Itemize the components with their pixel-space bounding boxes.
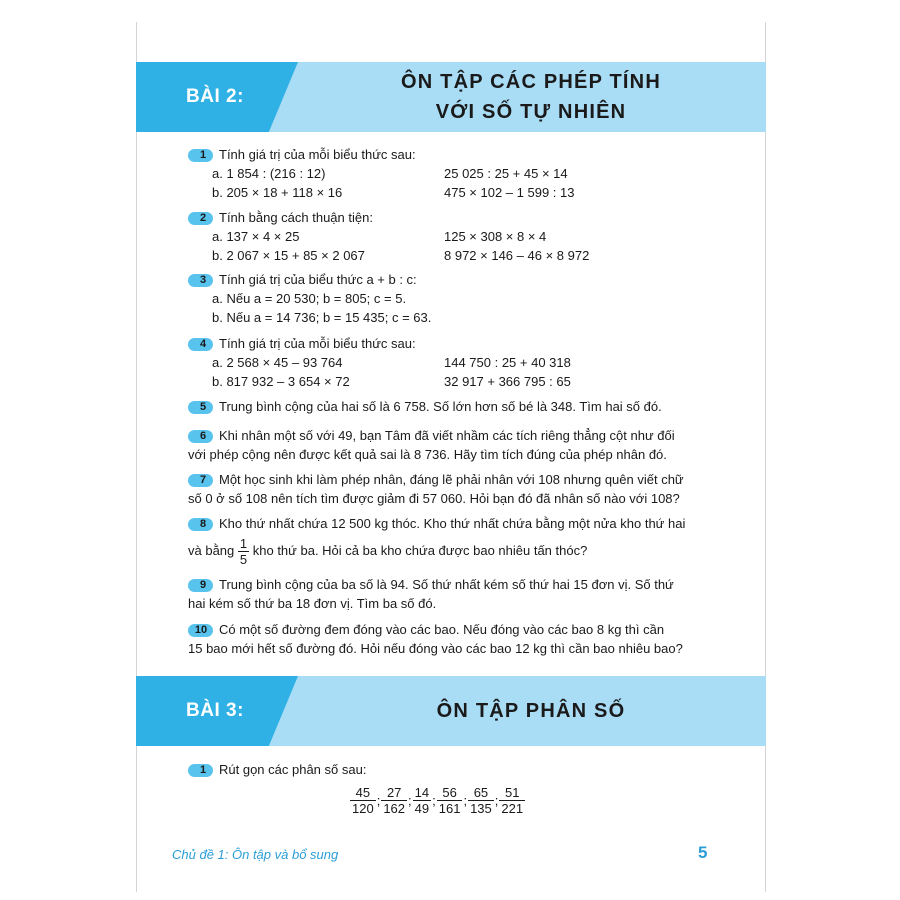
- fraction: [381, 785, 407, 816]
- fraction: [238, 536, 249, 567]
- fraction-separator: ;: [376, 793, 381, 808]
- fraction-denominator: 49: [414, 801, 430, 816]
- exercise-number-badge: 9: [188, 579, 213, 592]
- lesson-2-label: BÀI 2:: [186, 86, 244, 107]
- expression: b. 205 × 18 + 118 × 16: [212, 185, 343, 200]
- fraction-separator: ;: [463, 793, 468, 808]
- expression: b. 817 932 – 3 654 × 72: [212, 374, 350, 389]
- lesson-3-banner: [136, 676, 766, 746]
- fraction-numerator: 65: [468, 785, 494, 801]
- expression: a. Nếu a = 20 530; b = 805; c = 5.: [212, 291, 407, 306]
- exercise-1: [188, 145, 713, 202]
- fraction-denominator: 221: [501, 801, 524, 816]
- exercise-number-badge: 1: [188, 149, 213, 162]
- lesson-2-title-line1: ÔN TẬP CÁC PHÉP TÍNH: [401, 71, 661, 93]
- lesson-3-title: [316, 676, 746, 746]
- exercise-number-badge: 3: [188, 274, 213, 287]
- fraction-denominator: 135: [470, 801, 492, 816]
- exercise-number-badge: 6: [188, 430, 213, 443]
- page-number: 5: [698, 843, 708, 862]
- exercise-9: [188, 575, 713, 613]
- expression: a. 2 568 × 45 – 93 764: [212, 355, 343, 370]
- exercise-prompt: Rút gọn các phân số sau:: [219, 762, 367, 777]
- fraction-separator: ;: [432, 793, 436, 808]
- lesson-2-title-line2: VỚI SỐ TỰ NHIÊN: [435, 101, 627, 123]
- fraction-numerator: 56: [437, 785, 463, 801]
- fraction: [350, 785, 376, 816]
- expression: a. 137 × 4 × 25: [212, 229, 300, 244]
- fraction-list: [350, 785, 525, 816]
- expression: 25 025 : 25 + 45 × 14: [444, 166, 568, 181]
- exercise-number-badge: 7: [188, 474, 213, 487]
- fraction: [499, 785, 525, 816]
- exercise-6: [188, 426, 713, 464]
- exercise-text: kho thứ ba. Hỏi cả ba kho chứa được bao nhiêu tấn thóc?: [252, 543, 588, 558]
- exercise-3: [188, 270, 713, 327]
- exercise-text: Trung bình cộng của ba số là 94. Số thứ nhất kém số thứ hai 15 đơn vị. Số thứ: [219, 577, 674, 592]
- fraction-denominator: 5: [239, 552, 248, 568]
- exercise-number-badge: 4: [188, 338, 213, 351]
- fraction: [437, 785, 463, 816]
- fraction-separator: ;: [494, 793, 499, 808]
- exercise-7: [188, 470, 713, 508]
- exercise-number-badge: 5: [188, 401, 213, 414]
- exercise-text: Có một số đường đem đóng vào các bao. Nếu đóng vào các bao 8 kg thì cần: [219, 622, 665, 637]
- expression: 475 × 102 – 1 599 : 13: [444, 185, 575, 200]
- expression: 125 × 308 × 8 × 4: [444, 229, 547, 244]
- exercise-10: [188, 620, 713, 658]
- fraction-numerator: 27: [381, 785, 407, 801]
- exercise-number-badge: 8: [188, 518, 213, 531]
- fraction-denominator: 120: [352, 801, 374, 816]
- expression: b. 2 067 × 15 + 85 × 2 067: [212, 248, 365, 263]
- footer-chapter: Chủ đề 1: Ôn tập và bổ sung: [172, 847, 339, 862]
- expression: 32 917 + 366 795 : 65: [444, 374, 571, 389]
- expression: a. 1 854 : (216 : 12): [212, 166, 326, 181]
- exercise-number-badge: 1: [188, 764, 213, 777]
- fraction-numerator: 1: [239, 536, 248, 552]
- exercise-text: với phép cộng nên được kết quả sai là 8 736. Hãy tìm tích đúng của phép nhân đó.: [188, 447, 667, 462]
- lesson-2-title: [316, 62, 746, 132]
- fraction-numerator: 45: [350, 785, 376, 801]
- exercise-prompt: Tính giá trị của mỗi biểu thức sau:: [219, 147, 416, 162]
- exercise-text: 15 bao mới hết số đường đó. Hỏi nếu đóng vào các bao 12 kg thì cần bao nhiêu bao?: [188, 641, 683, 656]
- lesson-2-banner: [136, 62, 766, 132]
- exercise-prompt: Tính giá trị của biểu thức a + b : c:: [219, 272, 417, 287]
- lesson-3-exercise-1: [188, 760, 713, 779]
- lesson-3-title-line: ÔN TẬP PHÂN SỐ: [436, 700, 626, 722]
- expression: 144 750 : 25 + 40 318: [444, 355, 571, 370]
- fraction-numerator: 51: [499, 785, 525, 801]
- exercise-text: hai kém số thứ ba 18 đơn vị. Tìm ba số đó.: [188, 596, 437, 611]
- exercise-4: [188, 334, 713, 391]
- exercise-2: [188, 208, 713, 265]
- expression: 8 972 × 146 – 46 × 8 972: [444, 248, 590, 263]
- exercise-prompt: Tính giá trị của mỗi biểu thức sau:: [219, 336, 416, 351]
- exercise-text: Một học sinh khi làm phép nhân, đáng lẽ phải nhân với 108 nhưng quên viết chữ: [219, 472, 684, 487]
- exercise-text: Trung bình cộng của hai số là 6 758. Số lớn hơn số bé là 348. Tìm hai số đó.: [219, 399, 662, 414]
- fraction-denominator: 161: [438, 801, 461, 816]
- fraction-numerator: 14: [414, 785, 430, 800]
- exercise-prompt: Tính bằng cách thuận tiện:: [219, 210, 373, 225]
- lesson-3-label: BÀI 3:: [186, 700, 244, 721]
- fraction: [468, 785, 494, 816]
- exercise-5: [188, 397, 713, 416]
- exercise-text: Khi nhân một số với 49, bạn Tâm đã viết nhầm các tích riêng thẳng cột như đối: [219, 428, 675, 443]
- exercise-text: số 0 ở số 108 nên tích tìm được giảm đi 57 060. Hỏi bạn đó đã nhân số nào với 108?: [188, 491, 680, 506]
- exercise-number-badge: 10: [188, 624, 213, 637]
- exercise-8: [188, 514, 713, 569]
- fraction: [413, 785, 431, 816]
- exercise-number-badge: 2: [188, 212, 213, 225]
- expression: b. Nếu a = 14 736; b = 15 435; c = 63.: [212, 310, 432, 325]
- fraction-separator: ;: [408, 793, 412, 808]
- fraction-denominator: 162: [383, 801, 406, 816]
- exercise-text: và bằng: [188, 543, 235, 558]
- exercise-text: Kho thứ nhất chứa 12 500 kg thóc. Kho thứ nhất chứa bằng một nửa kho thứ hai: [219, 516, 686, 531]
